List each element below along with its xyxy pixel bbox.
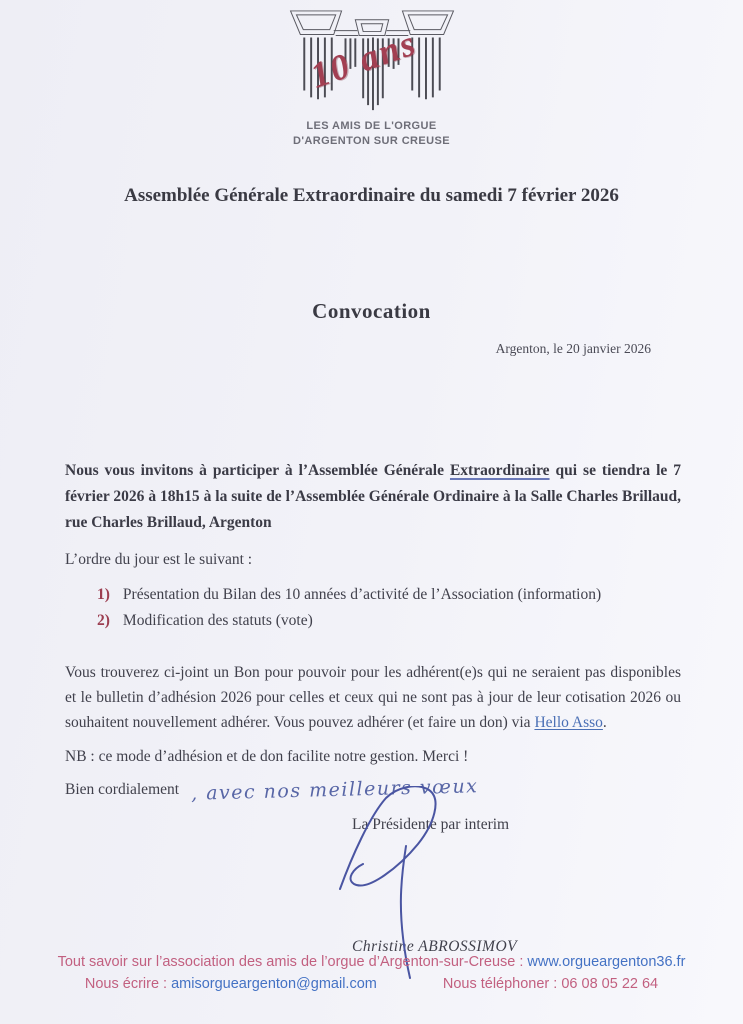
nb-note: NB : ce mode d’adhésion et de don facilite notre gestion. Merci !	[65, 748, 469, 766]
footer-line2	[0, 973, 743, 995]
agenda-item-2-number: 2)	[97, 612, 110, 630]
footer-about-text: Tout savoir sur l’association des amis de l’orgue d’Argenton-sur-Creuse :	[57, 954, 524, 970]
association-name-line1: LES AMIS DE L'ORGUE	[306, 120, 437, 132]
closing-printed-text: Bien cordialement	[65, 781, 180, 799]
footer-line1	[0, 951, 743, 973]
email-link[interactable]: amisorgueargenton@gmail.com	[171, 976, 377, 993]
footer-phone-segment	[443, 973, 658, 995]
association-name-line2: D'ARGENTON SUR CREUSE	[293, 134, 450, 147]
agenda-item-2-text: Modification des statuts (vote)	[122, 612, 313, 630]
agenda-list	[65, 582, 681, 635]
agenda-item-1-number: 1)	[97, 585, 110, 603]
handwritten-note: , avec nos meilleurs vœux	[190, 775, 479, 806]
footer-contact-block	[0, 951, 743, 996]
phone-label: Nous téléphoner :	[442, 976, 558, 993]
footer-write-segment	[85, 973, 377, 995]
closing-line	[65, 775, 681, 806]
agenda-item-1	[97, 582, 681, 609]
write-label: Nous écrire :	[84, 976, 168, 993]
agenda-item-1-text: Présentation du Bilan des 10 années d’activité de l’Association (information)	[122, 585, 602, 603]
website-link[interactable]: www.orgueargenton36.fr	[527, 954, 686, 970]
invitation-paragraph	[65, 458, 681, 536]
place-and-date: Argenton, le 20 janvier 2026	[495, 340, 651, 356]
convocation-heading: Convocation	[312, 298, 431, 323]
association-name	[293, 119, 450, 149]
document-title: Assemblée Générale Extraordinaire du samedi 7 février 2026	[124, 184, 619, 206]
enclosures-text-post: .	[602, 714, 607, 732]
association-logo	[0, 0, 743, 149]
signer-name: Christine ABROSSIMOV	[352, 938, 518, 956]
invitation-text-post: qui se tiendra le 7 février 2026 à 18h15 à la suite de l’Assemblée Générale Ordinaire à la Salle Charles Brillaud, rue Charles Brillaud, Argenton	[65, 461, 681, 531]
invitation-text-pre: Nous vous invitons à participer à l’Assemblée Générale	[65, 461, 450, 479]
signer-role: La Présidente par interim	[352, 816, 510, 834]
agenda-item-2	[97, 608, 681, 635]
phone-number: 06 08 05 22 64	[561, 976, 659, 993]
enclosures-text-pre: Vous trouverez ci-joint un Bon pour pouvoir pour les adhérent(e)s qui ne seraient pas disponibles et le bulletin d’adhésion 2026 pour celles et ceux qui ne sont pas à jour de leur cotisation 2026 ou souhaitent nouvellement adhérer. Vous pouvez adhérer (et faire un don) via	[65, 664, 681, 732]
underlined-extraordinaire: Extraordinaire	[449, 461, 550, 479]
hello-asso-link[interactable]: Hello Asso	[534, 714, 603, 732]
agenda-intro: L’ordre du jour est le suivant :	[65, 550, 253, 568]
letter-body	[0, 458, 743, 957]
ten-years-badge: 10 ans	[304, 22, 422, 96]
enclosures-paragraph	[65, 660, 681, 735]
organ-pipes-logo-drawing	[287, 8, 457, 114]
